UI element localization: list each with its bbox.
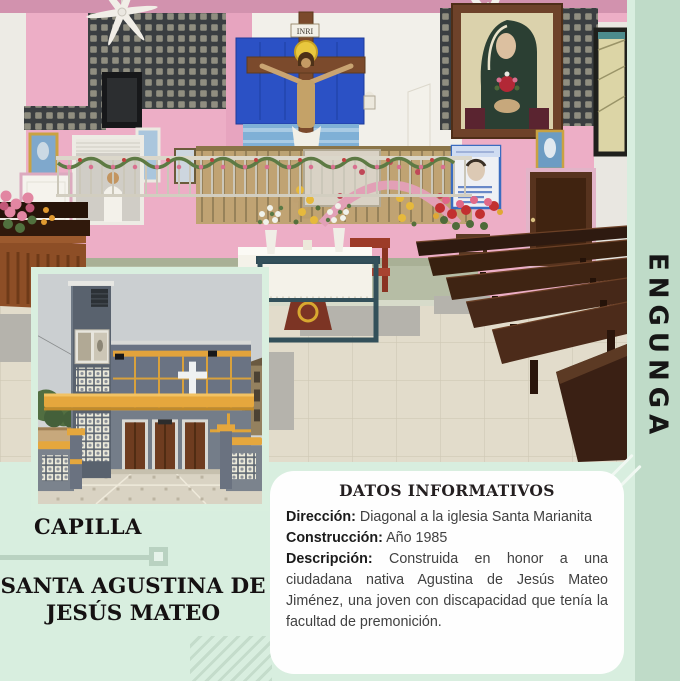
divider <box>0 546 170 566</box>
info-card <box>270 471 624 674</box>
kicker-heading: CAPILLA <box>34 514 142 539</box>
facade-cross-icon <box>189 362 196 396</box>
chapel-exterior-illustration <box>38 274 262 504</box>
info-field-label: Descripción: <box>286 551 373 568</box>
inri-sign-text: INRI <box>296 27 314 36</box>
page-title-line1: SANTA AGUSTINA DE <box>0 574 266 599</box>
chapel-exterior-photo <box>31 267 269 511</box>
info-field-label: Dirección: <box>286 509 356 525</box>
decor-hatch-pattern <box>190 636 272 681</box>
info-field-label: Construcción: <box>286 530 383 547</box>
info-field-value: Diagonal a la iglesia Santa Marianita <box>359 509 592 525</box>
chapel-doors <box>122 419 208 471</box>
info-field-descripcion <box>286 549 608 633</box>
page-title <box>0 574 266 628</box>
info-card-title: DATOS INFORMATIVOS <box>339 481 555 500</box>
divider-line <box>0 555 151 560</box>
info-field-direccion <box>286 507 608 528</box>
page-title-line2: JESÚS MATEO <box>45 600 221 626</box>
info-field-construccion <box>286 528 608 549</box>
info-field-value: Construida en honor a una ciudadana nativa Agustina de Jesús Mateo Jiménez, una joven con discapacidad que tenía la facultad de premonición. <box>286 551 608 631</box>
divider-square-icon <box>149 547 168 566</box>
virgin-painting <box>452 4 562 138</box>
info-field-value: Año 1985 <box>386 530 448 547</box>
sidebar-band <box>635 0 680 681</box>
region-label: ENGUNGA <box>642 252 673 441</box>
